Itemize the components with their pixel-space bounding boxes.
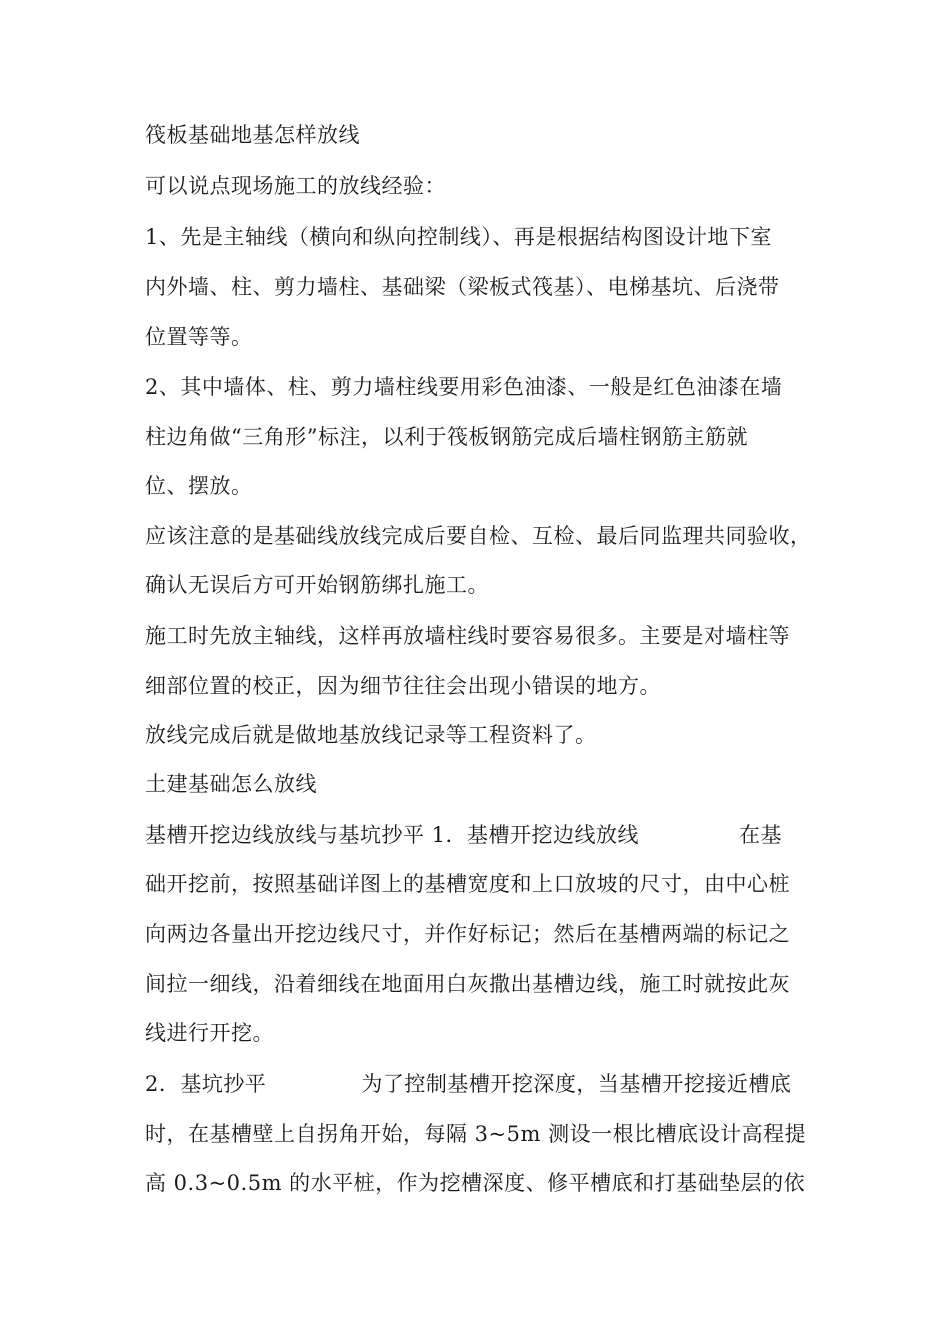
text-line: 1、先是主轴线（横向和纵向控制线）、再是根据结构图设计地下室 (145, 225, 772, 249)
text-line: 高 0.3~0.5m 的水平桩，作为挖槽深度、修平槽底和打基础垫层的依 (145, 1171, 806, 1195)
text-line (145, 820, 782, 850)
text-line: 础开挖前，按照基础详图上的基槽宽度和上口放坡的尺寸，由中心桩 (145, 872, 790, 896)
text-line: 内外墙、柱、剪力墙柱、基础梁（梁板式筏基）、电梯基坑、后浇带 (145, 275, 780, 299)
text-line: 时，在基槽壁上自拐角开始，每隔 3~5m 测设一根比槽底设计高程提 (145, 1122, 807, 1146)
text-line: 柱边角做“三角形”标注，以利于筏板钢筋完成后墙柱钢筋主筋就 (145, 425, 748, 449)
text-segment: 为了控制基槽开挖深度，当基槽开挖接近槽底 (361, 1072, 792, 1096)
text-line: 确认无误后方可开始钢筋绑扎施工。 (145, 573, 489, 597)
heading-civil-foundation: 土建基础怎么放线 (145, 772, 317, 796)
text-line: 可以说点现场施工的放线经验： (145, 174, 446, 198)
text-line: 位、摆放。 (145, 474, 253, 498)
text-line: 线进行开挖。 (145, 1021, 274, 1045)
text-line (145, 1069, 791, 1099)
text-line: 向两边各量出开挖边线尺寸，并作好标记；然后在基槽两端的标记之 (145, 922, 790, 946)
text-line: 细部位置的校正，因为细节往往会出现小错误的地方。 (145, 674, 661, 698)
text-line: 2、其中墙体、柱、剪力墙柱线要用彩色油漆、一般是红色油漆在墙 (145, 375, 783, 399)
text-segment: 2．基坑抄平 (145, 1072, 267, 1096)
heading-raft-foundation: 筏板基础地基怎样放线 (145, 123, 360, 147)
text-line: 间拉一细线，沿着细线在地面用白灰撒出基槽边线，施工时就按此灰 (145, 972, 790, 996)
text-line: 位置等等。 (145, 325, 253, 349)
text-line: 施工时先放主轴线，这样再放墙柱线时要容易很多。主要是对墙柱等 (145, 624, 790, 648)
text-line: 应该注意的是基础线放线完成后要自检、互检、最后同监理共同验收， (145, 524, 812, 548)
text-line: 放线完成后就是做地基放线记录等工程资料了。 (145, 723, 597, 747)
text-segment: 在基 (739, 823, 783, 847)
text-segment: 基槽开挖边线放线与基坑抄平 1．基槽开挖边线放线 (145, 823, 640, 847)
